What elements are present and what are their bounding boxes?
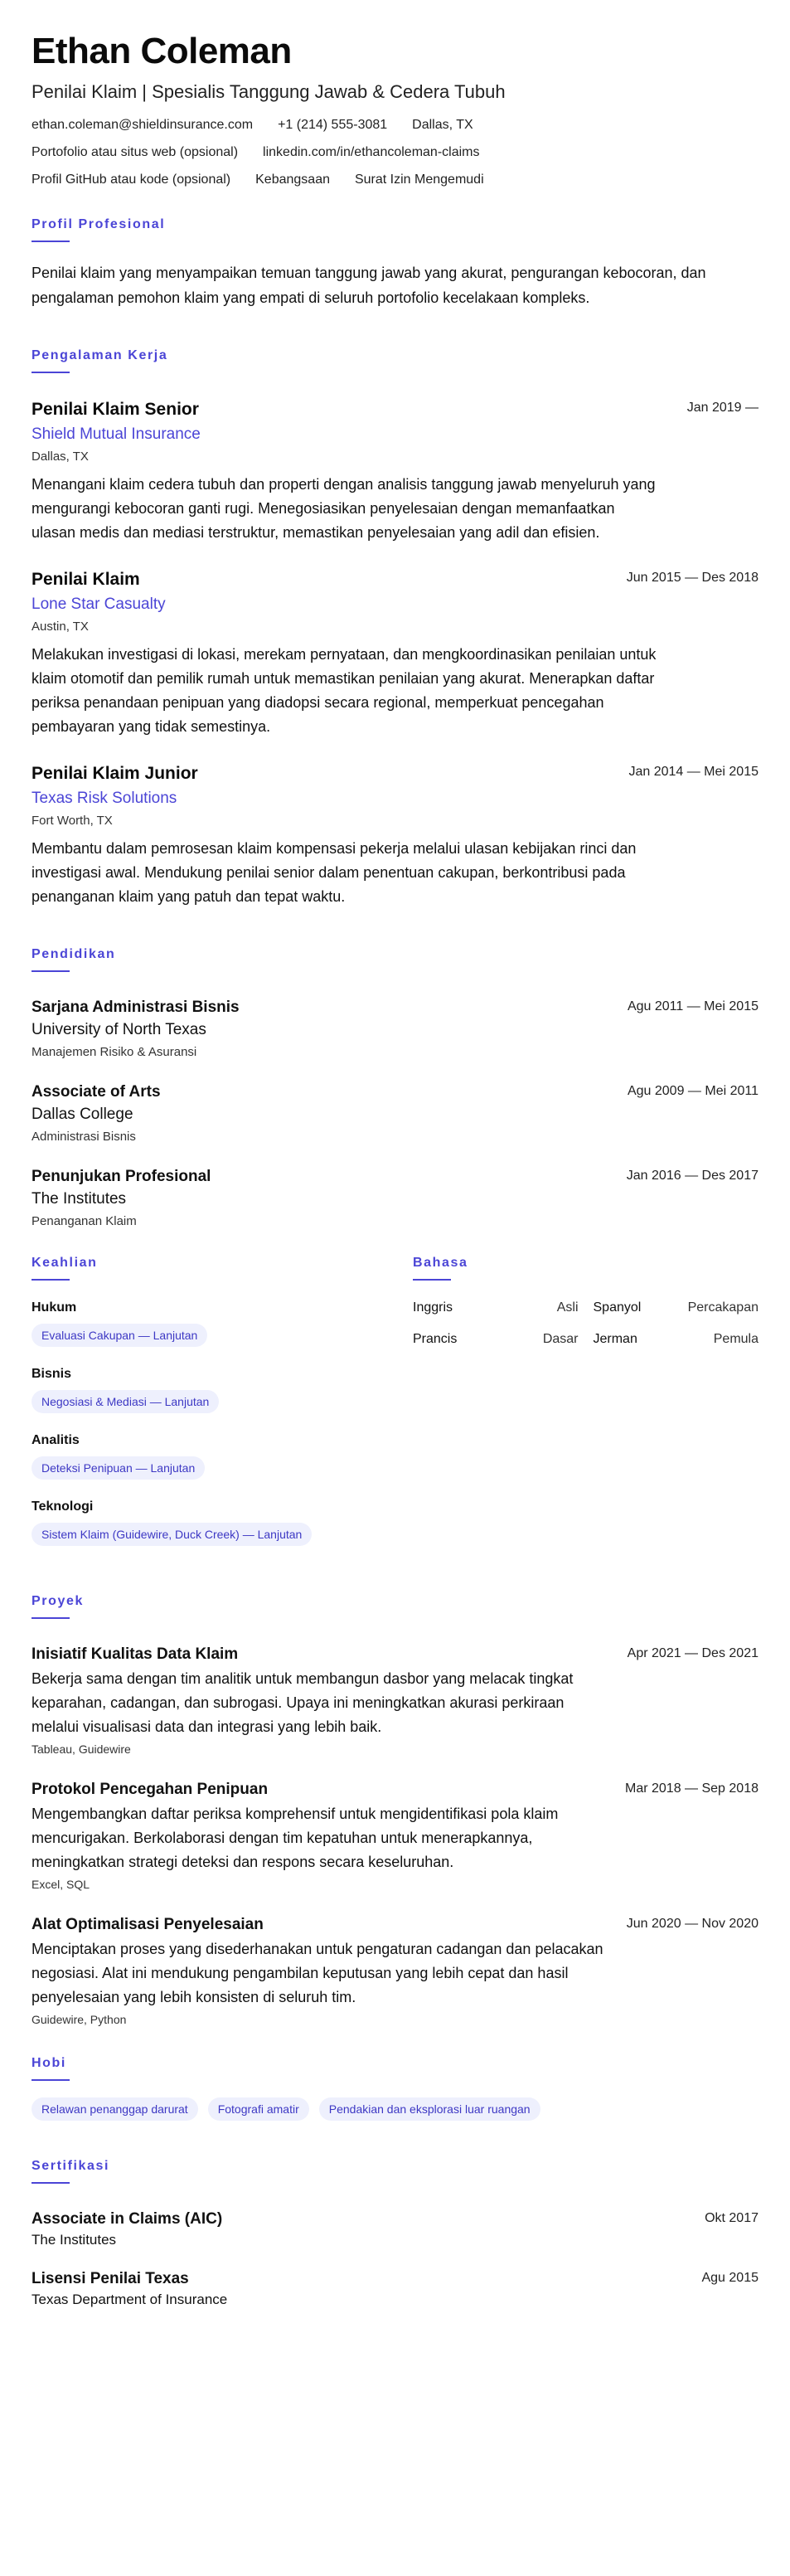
job-description: Membantu dalam pemrosesan klaim kompensasi pekerja melalui ulasan kebijakan rinci dan investigasi awal. Mendukung penilai senior dalam penentuan cakupan, berkontribusi pada penanganan klaim yang patuh dan tepat waktu. (32, 840, 637, 905)
degree-title: Sarjana Administrasi Bisnis (32, 999, 240, 1016)
projects-list (32, 1644, 758, 2028)
language-name: Jerman (593, 1332, 637, 1346)
projects-section (32, 1594, 758, 2028)
section-title: Bahasa (413, 1256, 468, 1270)
section-divider (32, 1279, 70, 1281)
company-name: Texas Risk Solutions (32, 790, 177, 807)
summary-section (32, 217, 758, 310)
skill-category: Teknologi (32, 1499, 94, 1514)
skill-category: Analitis (32, 1433, 80, 1447)
certification-name: Lisensi Penilai Texas (32, 2270, 189, 2287)
education-list (32, 997, 758, 1231)
project-date: Apr 2021 — Des 2021 (627, 1646, 758, 1660)
job-location: Dallas, TX (32, 450, 89, 464)
contact-row (32, 171, 758, 189)
section-divider (413, 1279, 451, 1281)
education-entry (32, 1166, 758, 1231)
language-level: Dasar (542, 1332, 579, 1346)
language-level: Percakapan (687, 1300, 758, 1315)
github-link[interactable]: Profil GitHub atau kode (opsional) (32, 173, 231, 187)
skill-group (32, 1365, 413, 1413)
skill-chip: Sistem Klaim (Guidewire, Duck Creek) — Lanjutan (32, 1523, 312, 1546)
field-of-study: Penanganan Klaim (32, 1214, 137, 1228)
field-of-study: Manajemen Risiko & Asuransi (32, 1045, 197, 1059)
hobby-chip: Fotografi amatir (208, 2097, 309, 2121)
job-date: Jun 2015 — Des 2018 (626, 571, 758, 585)
language-level: Asli (556, 1300, 579, 1315)
section-title: Sertifikasi (32, 2159, 110, 2173)
project-tech: Excel, SQL (32, 1878, 90, 1891)
project-name: Inisiatif Kualitas Data Klaim (32, 1645, 239, 1663)
certification-issuer: Texas Department of Insurance (32, 2292, 228, 2307)
language-item (594, 1299, 759, 1317)
resume-header (32, 30, 758, 189)
project-tech: Tableau, Guidewire (32, 1742, 131, 1756)
certification-date: Okt 2017 (705, 2211, 758, 2225)
certification-entry (32, 2209, 758, 2250)
section-divider (32, 372, 70, 373)
education-date: Jan 2016 — Des 2017 (626, 1169, 758, 1183)
project-name: Protokol Pencegahan Penipuan (32, 1781, 269, 1798)
driving-license: Surat Izin Mengemudi (354, 173, 484, 187)
language-name: Inggris (413, 1300, 453, 1315)
project-description: Mengembangkan daftar periksa komprehensif untuk mengidentifikasi pola klaim mencurigakan. Berkolaborasi dengan tim kepatuhan untuk menerapkannya, meningkatkan strategi deteksi dan respons secara keseluruhan. (32, 1806, 559, 1870)
experience-entry (32, 568, 758, 739)
email-link[interactable]: ethan.coleman@shieldinsurance.com (32, 118, 254, 132)
education-entry (32, 1081, 758, 1146)
project-tech: Guidewire, Python (32, 2013, 127, 2026)
languages-section (413, 1256, 758, 1564)
job-description: Melakukan investigasi di lokasi, merekam pernyataan, dan mengkoordinasikan penilaian untuk klaim otomotif dan pemilik rumah untuk memastikan penilaian yang akurat. Menerapkan daftar periksa penandaan penipuan yang diadopsi secara regional, memperkuat pencegahan pembayaran yang tidak semestinya. (32, 646, 657, 735)
hobby-chip: Relawan penanggap darurat (32, 2097, 198, 2121)
language-name: Prancis (413, 1332, 458, 1346)
project-description: Bekerja sama dengan tim analitik untuk membangun dasbor yang melacak tingkat keparahan, cadangan, dan subrogasi. Upaya ini meningkatkan akurasi perkiraan melalui visualisasi data dan integrasi yang lebih baik. (32, 1670, 574, 1735)
project-entry (32, 1779, 758, 1893)
contact-info (32, 116, 758, 189)
project-description: Menciptakan proses yang disederhanakan untuk pengaturan cadangan dan pelacakan negosiasi. Alat ini mendukung pengambilan keputusan yang lebih cepat dan hasil penyelesaian yang lebih konsisten di seluruh tim. (32, 1941, 603, 2005)
hobby-chip: Pendakian dan eksplorasi luar ruangan (319, 2097, 540, 2121)
skill-chip: Negosiasi & Mediasi — Lanjutan (32, 1390, 219, 1413)
section-divider (32, 970, 70, 972)
experience-entry (32, 398, 758, 545)
section-divider (32, 241, 70, 242)
project-entry (32, 1644, 758, 1757)
degree-title: Penunjukan Profesional (32, 1168, 211, 1185)
degree-title: Associate of Arts (32, 1083, 161, 1101)
experience-entry (32, 762, 758, 909)
language-level: Pemula (713, 1332, 758, 1346)
skill-group (32, 1299, 413, 1347)
certification-entry (32, 2268, 758, 2310)
job-date: Jan 2014 — Mei 2015 (628, 765, 758, 779)
job-title: Penilai Klaim Senior (32, 400, 199, 419)
location: Dallas, TX (412, 118, 473, 132)
portfolio-link[interactable]: Portofolio atau situs web (opsional) (32, 145, 239, 159)
languages-list (413, 1299, 758, 1349)
certifications-list (32, 2209, 758, 2310)
field-of-study: Administrasi Bisnis (32, 1130, 136, 1144)
section-title: Profil Profesional (32, 217, 166, 231)
education-entry (32, 997, 758, 1062)
section-divider (32, 2079, 70, 2081)
project-entry (32, 1914, 758, 2028)
certification-date: Agu 2015 (701, 2271, 758, 2285)
skills-list (32, 1299, 413, 1546)
skills-section (32, 1256, 413, 1564)
linkedin-link[interactable]: linkedin.com/in/ethancoleman-claims (263, 145, 480, 159)
project-date: Mar 2018 — Sep 2018 (625, 1781, 758, 1796)
section-title: Hobi (32, 2056, 66, 2070)
job-location: Austin, TX (32, 620, 89, 634)
section-divider (32, 1617, 70, 1619)
job-title: Penilai Klaim Junior (32, 764, 198, 783)
experience-section (32, 348, 758, 909)
education-date: Agu 2009 — Mei 2011 (627, 1084, 758, 1098)
company-name: Shield Mutual Insurance (32, 425, 201, 443)
skill-group (32, 1431, 413, 1480)
skill-chip: Deteksi Penipuan — Lanjutan (32, 1456, 205, 1480)
phone-number: +1 (214) 555-3081 (278, 118, 388, 132)
job-title: Penilai Klaim (32, 570, 140, 589)
candidate-headline: Penilai Klaim | Spesialis Tanggung Jawab & Cedera Tubuh (32, 81, 506, 102)
language-item (413, 1330, 579, 1349)
job-description: Menangani klaim cedera tubuh dan properti dengan analisis tanggung jawab menyeluruh yang mengurangi kebocoran ganti rugi. Menegosiasikan penyelesaian dengan memanfaatkan ulasan medis dan mediasi terstruktur, memastikan penyelesaian yang adil dan efisien. (32, 476, 656, 541)
school-name: Dallas College (32, 1106, 133, 1123)
education-section (32, 947, 758, 1231)
company-name: Lone Star Casualty (32, 595, 166, 613)
contact-row (32, 116, 758, 134)
skill-category: Hukum (32, 1300, 77, 1315)
candidate-name: Ethan Coleman (32, 31, 292, 71)
skill-chip: Evaluasi Cakupan — Lanjutan (32, 1324, 207, 1347)
skill-group (32, 1498, 413, 1546)
language-name: Spanyol (593, 1300, 642, 1315)
certifications-section (32, 2159, 758, 2310)
project-date: Jun 2020 — Nov 2020 (626, 1917, 758, 1931)
skill-category: Bisnis (32, 1367, 72, 1381)
job-date: Jan 2019 — (686, 401, 758, 415)
contact-row (32, 143, 758, 162)
language-item (594, 1330, 759, 1349)
skills-languages-row (32, 1256, 758, 1564)
education-date: Agu 2011 — Mei 2015 (627, 999, 758, 1013)
project-name: Alat Optimalisasi Penyelesaian (32, 1916, 264, 1933)
certification-name: Associate in Claims (AIC) (32, 2210, 223, 2228)
certification-issuer: The Institutes (32, 2232, 117, 2248)
school-name: The Institutes (32, 1190, 127, 1208)
section-title: Keahlian (32, 1256, 98, 1270)
summary-text: Penilai klaim yang menyampaikan temuan tanggung jawab yang akurat, pengurangan kebocoran, dan pengalaman pemohon klaim yang empati di seluruh portofolio kecelakaan kompleks. (32, 265, 706, 306)
hobbies-section (32, 2056, 758, 2121)
language-item (413, 1299, 579, 1317)
nationality: Kebangsaan (255, 173, 330, 187)
school-name: University of North Texas (32, 1021, 206, 1038)
section-divider (32, 2182, 70, 2184)
section-title: Proyek (32, 1594, 84, 1608)
hobbies-list (32, 2097, 758, 2121)
section-title: Pendidikan (32, 947, 116, 961)
section-title: Pengalaman Kerja (32, 348, 168, 362)
experience-list (32, 398, 758, 909)
job-location: Fort Worth, TX (32, 814, 113, 828)
